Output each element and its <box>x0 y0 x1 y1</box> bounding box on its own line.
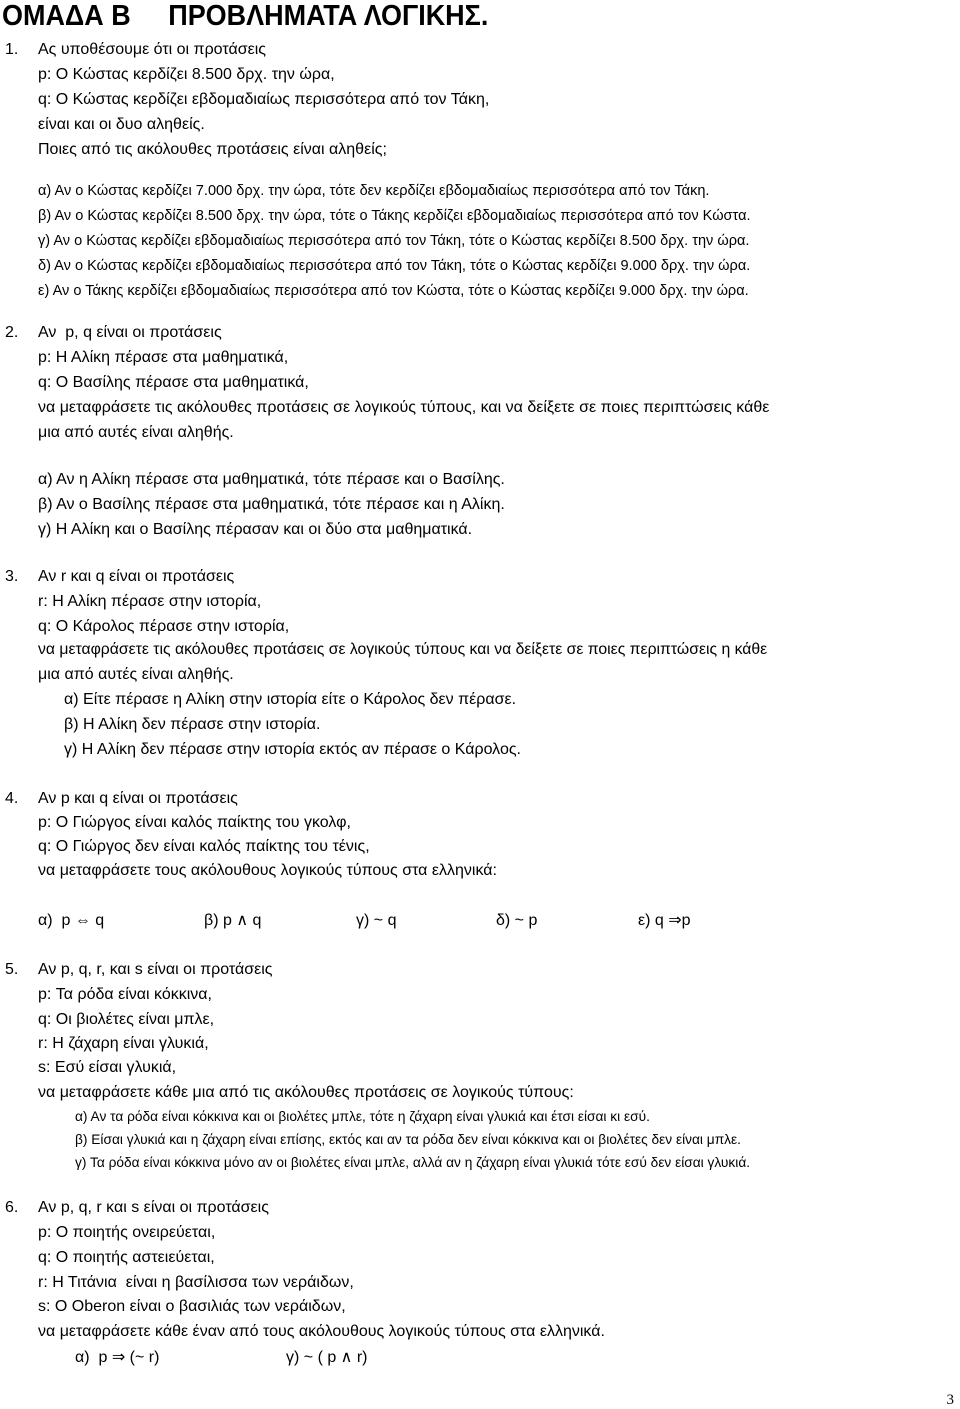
problem-number: 5. <box>5 961 19 978</box>
problem-line: Αν p και q είναι οι προτάσεις <box>38 790 238 807</box>
problem-line: q: Ο ποιητής αστειεύεται, <box>38 1249 215 1266</box>
problem-item: γ) Τα ρόδα είναι κόκκινα μόνο αν οι βιολέτες είναι μπλε, αλλά αν η ζάχαρη είναι γλυκιά τότε εσύ δεν είσαι γλυκιά. <box>75 1154 751 1170</box>
problem-item: β) Αν ο Βασίλης πέρασε στα μαθηματικά, τότε πέρασε και η Αλίκη. <box>38 496 505 513</box>
problem-line: q: Ο Κάρολος πέρασε στην ιστορία, <box>38 618 290 635</box>
problem-line: s: Ο Oberon είναι ο βασιλιάς των νεράιδων, <box>38 1298 346 1315</box>
formula-item: ε) q ⇒p <box>638 912 691 929</box>
problem-line: s: Εσύ είσαι γλυκιά, <box>38 1059 177 1076</box>
problem-line: r: Η Αλίκη πέρασε στην ιστορία, <box>38 593 262 610</box>
page-number: 3 <box>946 1392 954 1408</box>
problem-line: q: Ο Γιώργος δεν είναι καλός παίκτης του τένις, <box>38 838 370 855</box>
formula-item: α) p ⇒ (~ r) <box>75 1349 160 1366</box>
problem-line: Ας υποθέσουμε ότι οι προτάσεις <box>38 41 266 58</box>
problem-item: α) Αν τα ρόδα είναι κόκκινα και οι βιολέτες μπλε, τότε η ζάχαρη είναι γλυκιά και έτσι είσαι κι εσύ. <box>75 1108 650 1124</box>
problem-line: p: Η Αλίκη πέρασε στα μαθηματικά, <box>38 349 289 366</box>
formula-item: δ) ~ p <box>496 912 538 929</box>
page-title: ΟΜΑΔΑ Β ΠΡΟΒΛΗΜΑΤΑ ΛΟΓΙΚΗΣ. <box>2 0 489 32</box>
problem-line: να μεταφράσετε τις ακόλουθες προτάσεις σε λογικούς τύπους, και να δείξετε σε ποιες περιπτώσεις κάθε <box>38 399 770 416</box>
problem-line: p: Ο Γιώργος είναι καλός παίκτης του γκολφ, <box>38 814 351 831</box>
problem-line: q: Οι βιολέτες είναι μπλε, <box>38 1011 215 1028</box>
problem-number: 6. <box>5 1199 19 1216</box>
problem-item: β) Είσαι γλυκιά και η ζάχαρη είναι επίσης, εκτός και αν τα ρόδα δεν είναι κόκκινα και οι βιολέτες δεν είναι μπλε. <box>75 1131 741 1147</box>
problem-item: γ) Η Αλίκη δεν πέρασε στην ιστορία εκτός αν πέρασε ο Κάρολος. <box>64 741 521 758</box>
problem-line: Αν p, q, r, και s είναι οι προτάσεις <box>38 961 273 978</box>
problem-line: Ποιες από τις ακόλουθες προτάσεις είναι αληθείς; <box>38 141 387 158</box>
problem-line: να μεταφράσετε κάθε έναν από τους ακόλουθους λογικούς τύπους στα ελληνικά. <box>38 1323 605 1340</box>
problem-line: να μεταφράσετε τους ακόλουθους λογικούς τύπους στα ελληνικά: <box>38 862 497 879</box>
problem-line: Αν p, q, r και s είναι οι προτάσεις <box>38 1199 269 1216</box>
problem-number: 4. <box>5 790 19 807</box>
problem-line: είναι και οι δυο αληθείς. <box>38 116 205 133</box>
problem-line: Αν r και q είναι οι προτάσεις <box>38 568 235 585</box>
problem-number: 1. <box>5 41 19 58</box>
problem-line: r: Η ζάχαρη είναι γλυκιά, <box>38 1035 209 1052</box>
problem-line: μια από αυτές είναι αληθής. <box>38 666 234 683</box>
formula-item: β) p ∧ q <box>204 912 262 929</box>
problem-number: 3. <box>5 568 19 585</box>
problem-item: ε) Αν ο Τάκης κερδίζει εβδομαδιαίως περισσότερα από τον Κώστα, τότε ο Κώστας κερδίζει 9.000 δρχ. την ώρα. <box>38 282 749 299</box>
problem-line: να μεταφράσετε τις ακόλουθες προτάσεις σε λογικούς τύπους και να δείξετε σε ποιες περιπτώσεις η κάθε <box>38 641 768 658</box>
problem-item: δ) Αν ο Κώστας κερδίζει εβδομαδιαίως περισσότερα από τον Τάκη, τότε ο Κώστας κερδίζει 9.000 δρχ. την ώρα. <box>38 257 751 274</box>
problem-item: α) Αν ο Κώστας κερδίζει 7.000 δρχ. την ώρα, τότε δεν κερδίζει εβδομαδιαίως περισσότερα από τον Τάκη. <box>38 182 710 199</box>
problem-line: q: Ο Κώστας κερδίζει εβδομαδιαίως περισσότερα από τον Τάκη, <box>38 91 490 108</box>
problem-item: β) Η Αλίκη δεν πέρασε στην ιστορία. <box>64 716 321 733</box>
problem-line: μια από αυτές είναι αληθής. <box>38 424 234 441</box>
problem-line: q: Ο Βασίλης πέρασε στα μαθηματικά, <box>38 374 309 391</box>
problem-item: α) Είτε πέρασε η Αλίκη στην ιστορία είτε ο Κάρολος δεν πέρασε. <box>64 691 517 708</box>
problem-line: να μεταφράσετε κάθε μια από τις ακόλουθες προτάσεις σε λογικούς τύπους: <box>38 1084 574 1101</box>
problem-line: p: Ο ποιητής ονειρεύεται, <box>38 1224 216 1241</box>
problem-line: Αν p, q είναι οι προτάσεις <box>38 324 222 341</box>
problem-item: α) Αν η Αλίκη πέρασε στα μαθηματικά, τότε πέρασε και ο Βασίλης. <box>38 471 505 488</box>
formula-item: γ) ~ q <box>356 912 397 929</box>
formula-item: γ) ~ ( p ∧ r) <box>286 1349 368 1366</box>
problem-line: r: Η Τιτάνια είναι η βασίλισσα των νεράιδων, <box>38 1274 354 1291</box>
problem-item: γ) Η Αλίκη και ο Βασίλης πέρασαν και οι δύο στα μαθηματικά. <box>38 521 473 538</box>
problem-item: γ) Αν ο Κώστας κερδίζει εβδομαδιαίως περισσότερα από τον Τάκη, τότε ο Κώστας κερδίζει 8.500 δρχ. την ώρα. <box>38 232 750 249</box>
problem-number: 2. <box>5 324 19 341</box>
problem-item: β) Αν ο Κώστας κερδίζει 8.500 δρχ. την ώρα, τότε ο Τάκης κερδίζει εβδομαδιαίως περισσότερα από τον Κώστα. <box>38 207 751 224</box>
problem-line: p: Ο Κώστας κερδίζει 8.500 δρχ. την ώρα, <box>38 66 335 83</box>
problem-line: p: Τα ρόδα είναι κόκκινα, <box>38 986 212 1003</box>
formula-item: α) p ⇔ q <box>38 912 105 929</box>
